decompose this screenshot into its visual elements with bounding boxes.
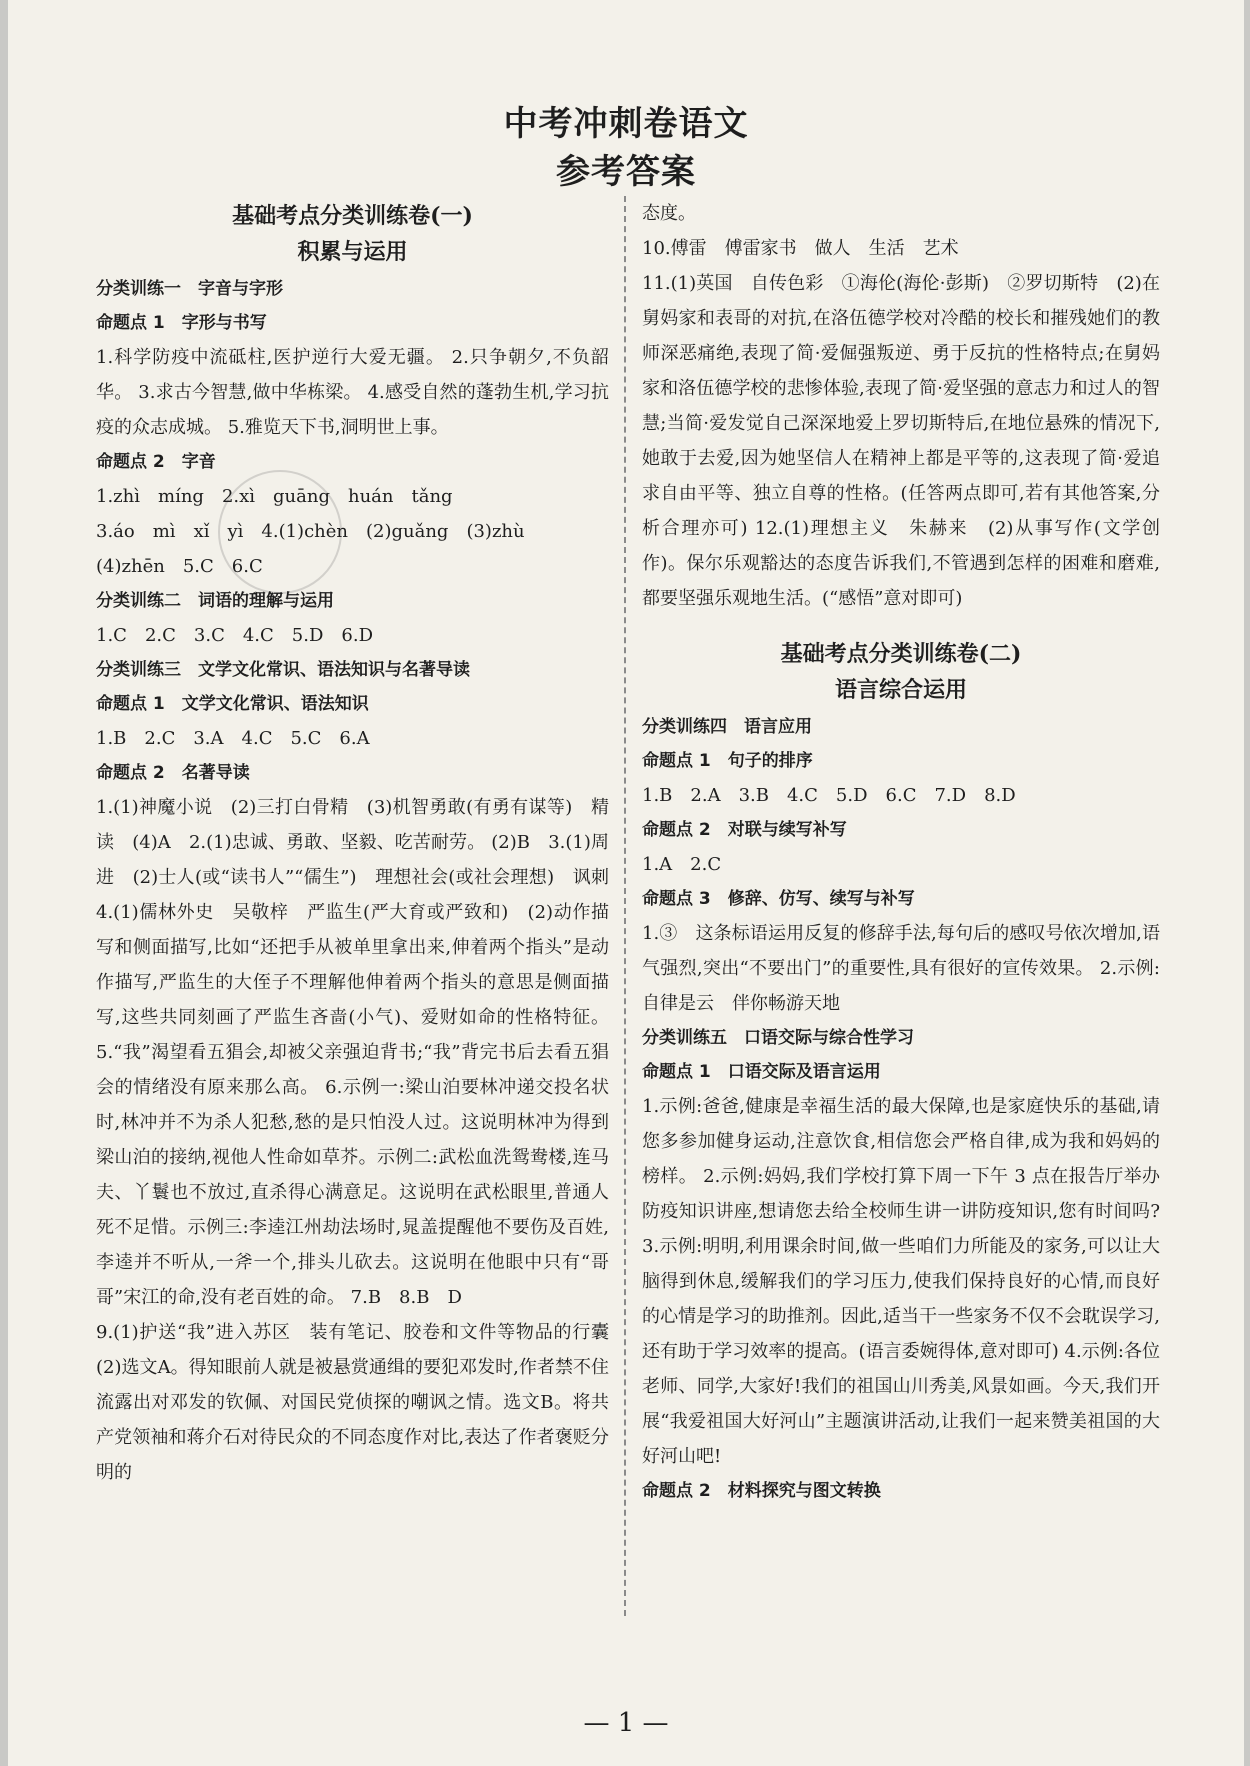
- answer-line: (4)zhēn 5.C 6.C: [96, 556, 263, 577]
- page-title: 中考冲刺卷语文: [503, 104, 749, 144]
- left-column: [96, 196, 627, 1616]
- answer-text: 1.科学防疫中流砥柱,医护逆行大爱无疆。 2.只争朝夕,不负韶华。 3.求古今智慧,做中华栋梁。 4.感受自然的蓬勃生机,学习抗疫的众志成城。 5.雅览天下书,洞明世上事。: [96, 347, 609, 438]
- topic-heading: 命题点 2 字音: [96, 452, 216, 472]
- topic-heading: 命题点 2 名著导读: [96, 763, 250, 783]
- category-heading: 分类训练五 口语交际与综合性学习: [642, 1028, 914, 1048]
- title-block: [8, 100, 1244, 196]
- topic-heading: 命题点 2 材料探究与图文转换: [642, 1481, 881, 1501]
- category-heading: 分类训练一 字音与字形: [96, 279, 283, 299]
- answer-page: [8, 0, 1244, 1766]
- section-subtitle: 语言综合运用: [834, 677, 967, 703]
- section-title: 基础考点分类训练卷(二): [780, 641, 1022, 667]
- answer-text: 1.示例:爸爸,健康是幸福生活的最大保障,也是家庭快乐的基础,请您多参加健身运动,注意饮食,相信您会严格自律,成为我和妈妈的榜样。 2.示例:妈妈,我们学校打算下周一下午 3 点在报告厅举办防疫知识讲座,想请您去给全校师生讲一讲防疫知识,您有时间吗? 3.示例:明明,利用课余时间,做一些咱们力所能及的家务,可以让大脑得到休息,缓解我们的学习压力,使我们保持良好的心情,而良好的心情是学习的助推剂。因此,适当干一些家务不仅不会耽误学习,还有助于学习效率的提高。(语言委婉得体,意对即可) 4.示例:各位老师、同学,大家好!我们的祖国山川秀美,风景如画。今天,我们开展“我爱祖国大好河山”主题演讲活动,让我们一起来赞美祖国的大好河山吧!: [642, 1096, 1160, 1467]
- answer-line: 1.B 2.C 3.A 4.C 5.C 6.A: [96, 728, 370, 749]
- right-column: [642, 196, 1160, 1616]
- answer-line: 1.B 2.A 3.B 4.C 5.D 6.C 7.D 8.D: [642, 785, 1016, 806]
- topic-heading: 命题点 1 句子的排序: [642, 751, 813, 771]
- section-title: 基础考点分类训练卷(一): [232, 203, 473, 229]
- category-heading: 分类训练三 文学文化常识、语法知识与名著导读: [96, 660, 470, 680]
- topic-heading: 命题点 1 字形与书写: [96, 313, 267, 333]
- answer-text: 态度。: [642, 203, 696, 224]
- answer-text: 11.(1)英国 自传色彩 ①海伦(海伦·彭斯) ②罗切斯特 (2)在舅妈家和表哥的对抗,在洛伍德学校对冷酷的校长和摧残她们的教师深恶痛绝,表现了简·爱倔强叛逆、勇于反抗的性格特点;在舅妈家和洛伍德学校的悲惨体验,表现了简·爱坚强的意志力和过人的智慧;当简·爱发觉自己深深地爱上罗切斯特后,在地位悬殊的情况下,她敢于去爱,因为她坚信人在精神上都是平等的,这表现了简·爱追求自由平等、独立自尊的性格。(任答两点即可,若有其他答案,分析合理亦可) 12.(1)理想主义 朱赫来 (2)从事写作(文学创作)。保尔乐观豁达的态度告诉我们,不管遇到怎样的困难和磨难,都要坚强乐观地生活。(“感悟”意对即可): [642, 273, 1160, 609]
- answer-text: 9.(1)护送“我”进入苏区 装有笔记、胶卷和文件等物品的行囊 (2)选文A。得知眼前人就是被悬赏通缉的要犯邓发时,作者禁不住流露出对邓发的钦佩、对国民党侦探的嘲讽之情。选文B。将共产党领袖和蒋介石对待民众的不同态度作对比,表达了作者褒贬分明的: [96, 1322, 627, 1483]
- section-subtitle: 积累与运用: [297, 239, 408, 265]
- page-subtitle: 参考答案: [556, 152, 696, 192]
- category-heading: 分类训练二 词语的理解与运用: [96, 591, 334, 611]
- answer-line: 10.傅雷 傅雷家书 做人 生活 艺术: [642, 238, 959, 259]
- topic-heading: 命题点 3 修辞、仿写、续写与补写: [642, 889, 915, 909]
- topic-heading: 命题点 1 口语交际及语言运用: [642, 1062, 881, 1082]
- page-number: — 1 —: [583, 1708, 669, 1738]
- column-divider: [624, 196, 626, 1616]
- answer-line: 1.zhì míng 2.xì guāng huán tǎng: [96, 486, 453, 507]
- answer-line: 1.C 2.C 3.C 4.C 5.D 6.D: [96, 625, 373, 646]
- answer-line: 1.A 2.C: [642, 854, 722, 875]
- answer-text: 1.③ 这条标语运用反复的修辞手法,每句后的感叹号依次增加,语气强烈,突出“不要出门”的重要性,具有很好的宣传效果。 2.示例:自律是云 伴你畅游天地: [642, 923, 1160, 1014]
- topic-heading: 命题点 2 对联与续写补写: [642, 820, 847, 840]
- category-heading: 分类训练四 语言应用: [642, 717, 812, 737]
- answer-line: 3.áo mì xǐ yì 4.(1)chèn (2)guǎng (3)zhù: [96, 521, 525, 542]
- answer-text: 1.(1)神魔小说 (2)三打白骨精 (3)机智勇敢(有勇有谋等) 精读 (4)A 2.(1)忠诚、勇敢、坚毅、吃苦耐劳。 (2)B 3.(1)周进 (2)士人(或“读书人”“儒生”) 理想社会(或社会理想) 讽刺 4.(1)儒林外史 吴敬梓 严监生(严大育或严致和) (2)动作描写和侧面描写,比如“还把手从被单里拿出来,伸着两个指头”是动作描写,严监生的大侄子不理解他伸着两个指头的意思是侧面描写,这些共同刻画了严监生吝啬(小气)、爱财如命的性格特征。 5.“我”渴望看五猖会,却被父亲强迫背书;“我”背完书后去看五猖会的情绪没有原来那么高。 6.示例一:梁山泊要林冲递交投名状时,林冲并不为杀人犯愁,愁的是只怕没人过。这说明林冲为得到梁山泊的接纳,视他人性命如草芥。示例二:武松血洗鸳鸯楼,连马夫、丫鬟也不放过,直杀得心满意足。这说明在武松眼里,普通人死不足惜。示例三:李逵江州劫法场时,晁盖提醒他不要伤及百姓,李逵并不听从,一斧一个,排头儿砍去。这说明在他眼中只有“哥哥”宋江的命,没有老百姓的命。 7.B 8.B D: [96, 797, 627, 1308]
- topic-heading: 命题点 1 文学文化常识、语法知识: [96, 694, 369, 714]
